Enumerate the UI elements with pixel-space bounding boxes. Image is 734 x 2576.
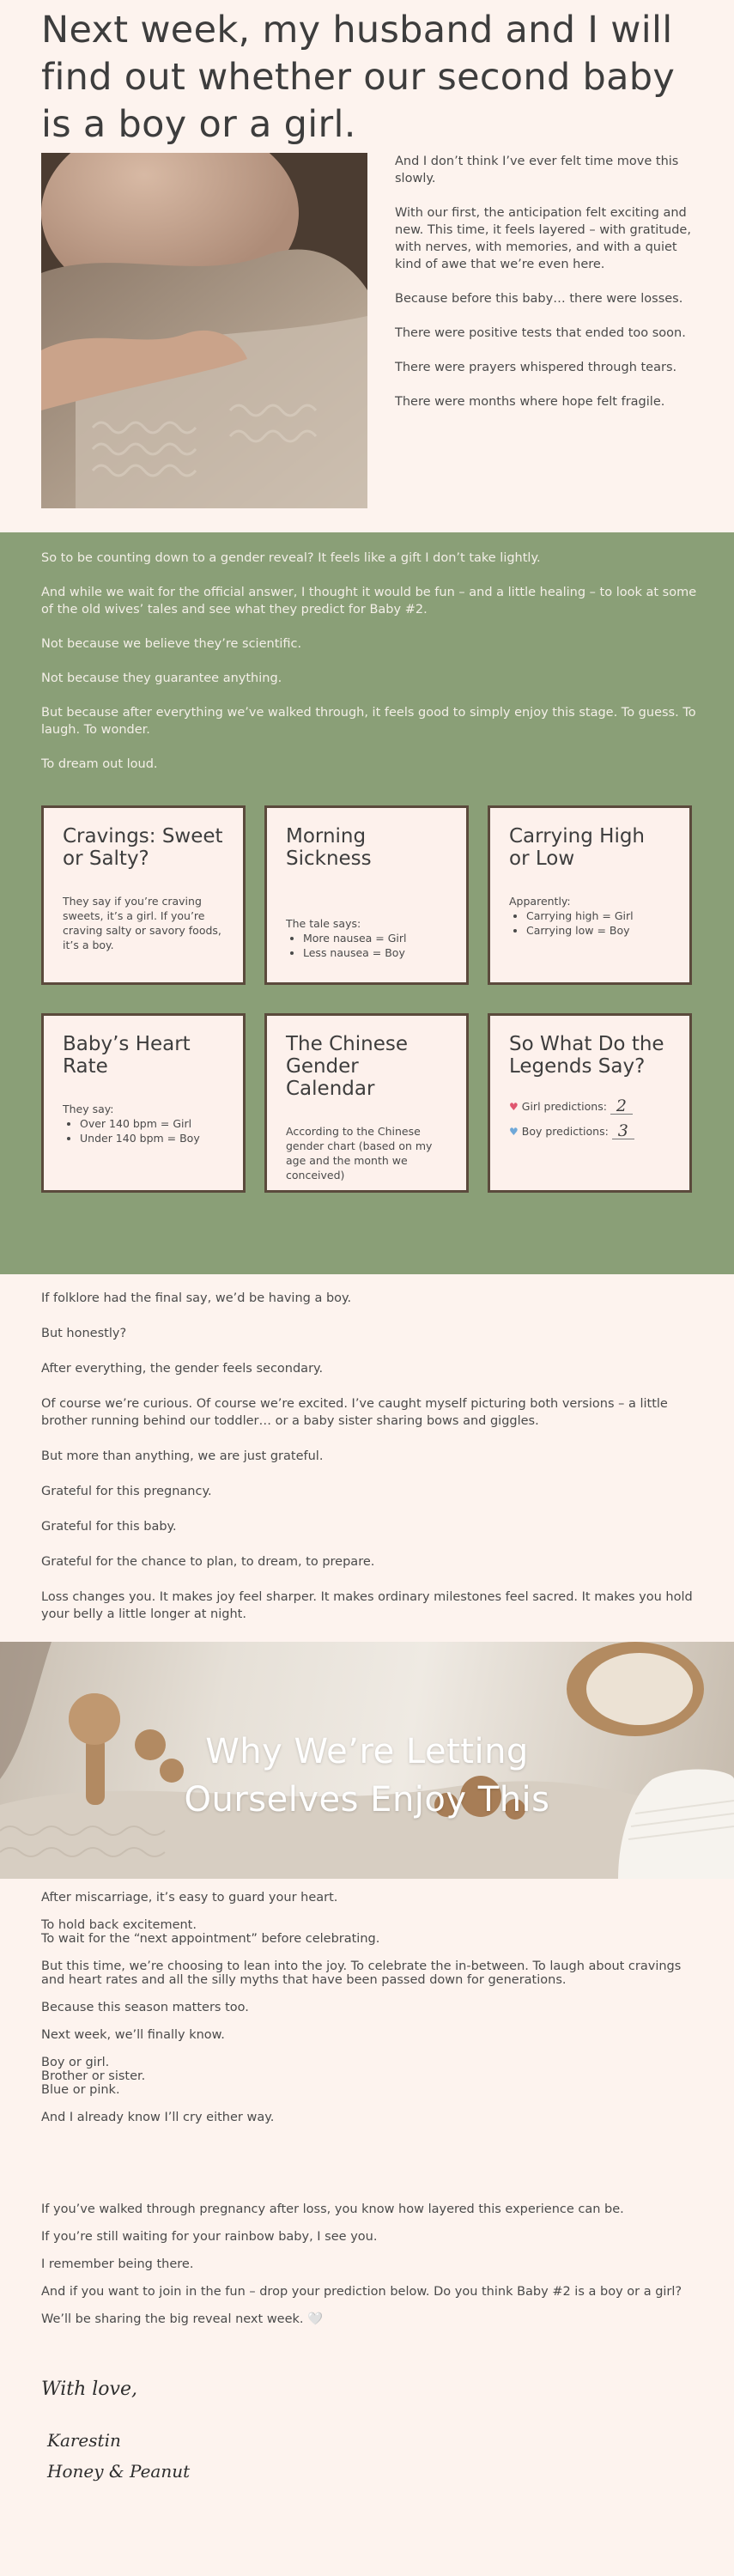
joy-paragraph [41,1891,702,1905]
card-title: The Chinese Gender Calendar [286,1033,408,1100]
tales-paragraph: So to be counting down to a gender reveal? It feels like a gift I don’t take lightly. [41,551,541,565]
banner-image [0,1642,734,1879]
card-list-item: • Carrying low = Boy [526,923,670,938]
joy-line: To hold back excitement. [41,1918,197,1932]
reflection-paragraph: After everything, the gender feels secondary. [41,1362,324,1376]
joy-text-block [41,1891,702,2138]
card-morning-sickness [264,805,469,985]
reflection-paragraph: Of course we’re curious. Of course we’re excited. I’ve caught myself picturing both versions – a little brother running behind our toddler… or a baby sister sharing bows and giggles. [41,1397,668,1428]
card-cravings [41,805,246,985]
joy-paragraph [41,2111,702,2124]
intro-paragraph: There were positive tests that ended too soon. [395,326,686,340]
card-heart-rate [41,1013,246,1193]
card-text: According to the Chinese gender chart (based on my age and the month we conceived) [286,1125,433,1182]
closing-text-block [41,2202,702,2340]
tales-paragraph: And while we wait for the official answer, I thought it would be fun – and a little healing – to look at some of the old wives’ tales and see what they predict for Baby #2. [41,586,697,617]
joy-paragraph [41,2001,702,2014]
joy-line: And I already know I’ll cry either way. [41,2111,275,2124]
joy-paragraph [41,2056,702,2097]
card-title: Carrying High or Low [509,825,646,870]
card-list [303,931,447,960]
card-legends-say [488,1013,692,1193]
card-title: Baby’s Heart Rate [63,1033,191,1078]
card-carrying [488,805,692,985]
intro-paragraph: With our first, the anticipation felt exciting and new. This time, it feels layered – with gratitude, with nerves, with memories, and with a quiet kind of awe that we’re even here. [395,206,691,271]
joy-line: Because this season matters too. [41,2001,249,2014]
girl-predictions-count: 2 [610,1098,633,1115]
reflection-text-block [41,1290,702,1641]
card-title: Cravings: Sweet or Salty? [63,825,223,870]
closing-paragraph: If you’re still waiting for your rainbow baby, I see you. [41,2230,378,2244]
pink-heart-icon: ♥ [509,1100,519,1113]
joy-line: Boy or girl. [41,2056,110,2069]
card-list-item: • Less nausea = Boy [303,945,447,960]
joy-line: To wait for the “next appointment” before celebrating. [41,1932,380,1946]
joy-line: Blue or pink. [41,2083,120,2097]
card-list-item: • Carrying high = Girl [526,908,670,923]
sign-off: With love, [41,2379,137,2400]
reflection-paragraph: Grateful for the chance to plan, to dream, to prepare. [41,1555,375,1569]
card-chinese-calendar [264,1013,469,1193]
joy-paragraph [41,1959,702,1987]
card-list-item: • More nausea = Girl [303,931,447,945]
reflection-paragraph: Grateful for this pregnancy. [41,1485,212,1498]
closing-paragraph: If you’ve walked through pregnancy after loss, you know how layered this experience can be. [41,2202,624,2216]
closing-paragraph: I remember being there. [41,2257,194,2271]
intro-paragraph: Because before this baby… there were losses. [395,292,683,306]
joy-paragraph [41,1918,702,1946]
card-list-item: • Over 140 bpm = Girl [80,1116,224,1131]
card-list-item: • Under 140 bpm = Boy [80,1131,224,1145]
joy-line: But this time, we’re choosing to lean into the joy. To celebrate the in-between. To laugh about cravings and heart rates and all the silly myths that have been passed down for generations. [41,1959,682,1987]
baby-in-blanket-image [41,153,367,508]
reflection-paragraph: But more than anything, we are just grateful. [41,1449,324,1463]
girl-predictions-label: Girl predictions: [521,1100,607,1113]
blue-heart-icon: ♥ [509,1125,519,1138]
joy-paragraph [41,2028,702,2042]
signature-name: Karestin [47,2430,121,2451]
girl-predictions-row [509,1098,670,1115]
banner-title-line: Ourselves Enjoy This [184,1780,550,1820]
banner-title [0,1728,734,1824]
hero-baby-photo [41,153,367,508]
tales-paragraph: Not because we believe they’re scientific. [41,637,302,651]
intro-paragraph: And I don’t think I’ve ever felt time move this slowly. [395,155,679,185]
card-text: The tale says: [286,917,361,930]
boy-predictions-row [509,1123,670,1139]
card-text: Apparently: [509,895,571,908]
intro-text-block [395,153,697,428]
boy-predictions-label: Boy predictions: [521,1125,609,1138]
reflection-paragraph: If folklore had the final say, we’d be having a boy. [41,1291,352,1305]
old-wives-tales-section [0,532,734,1274]
card-list [80,1116,224,1145]
card-text: They say if you’re craving sweets, it’s a girl. If you’re craving salty or savory foods, it’s a boy. [63,895,221,951]
signature-subtitle: Honey & Peanut [47,2461,191,2482]
closing-paragraph: And if you want to join in the fun – drop your prediction below. Do you think Baby #2 is a boy or a girl? [41,2285,682,2299]
intro-paragraph: There were months where hope felt fragile. [395,395,665,409]
joy-line: Next week, we’ll finally know. [41,2028,225,2042]
reflection-paragraph: Grateful for this baby. [41,1520,177,1534]
tales-intro-text [41,550,702,790]
boy-predictions-count: 3 [612,1123,634,1139]
banner-title-line: Why We’re Letting [205,1732,529,1771]
page-title: Next week, my husband and I will find out whether our second baby is a boy or a girl. [41,9,676,146]
joy-line: After miscarriage, it’s easy to guard your heart. [41,1891,338,1905]
card-title: So What Do the Legends Say? [509,1033,664,1078]
closing-paragraph: We’ll be sharing the big reveal next week. 🤍 [41,2312,324,2326]
intro-paragraph: There were prayers whispered through tears. [395,361,677,374]
card-list [526,908,670,938]
reflection-paragraph: But honestly? [41,1327,127,1340]
card-text: They say: [63,1103,114,1115]
card-title: Morning Sickness [286,825,372,870]
reflection-paragraph: Loss changes you. It makes joy feel sharper. It makes ordinary milestones feel sacred. It makes you hold your belly a little longer at night. [41,1590,693,1621]
tales-paragraph: To dream out loud. [41,757,158,771]
tales-paragraph: But because after everything we’ve walked through, it feels good to simply enjoy this stage. To guess. To laugh. To wonder. [41,706,696,737]
tales-paragraph: Not because they guarantee anything. [41,671,282,685]
joy-line: Brother or sister. [41,2069,146,2083]
